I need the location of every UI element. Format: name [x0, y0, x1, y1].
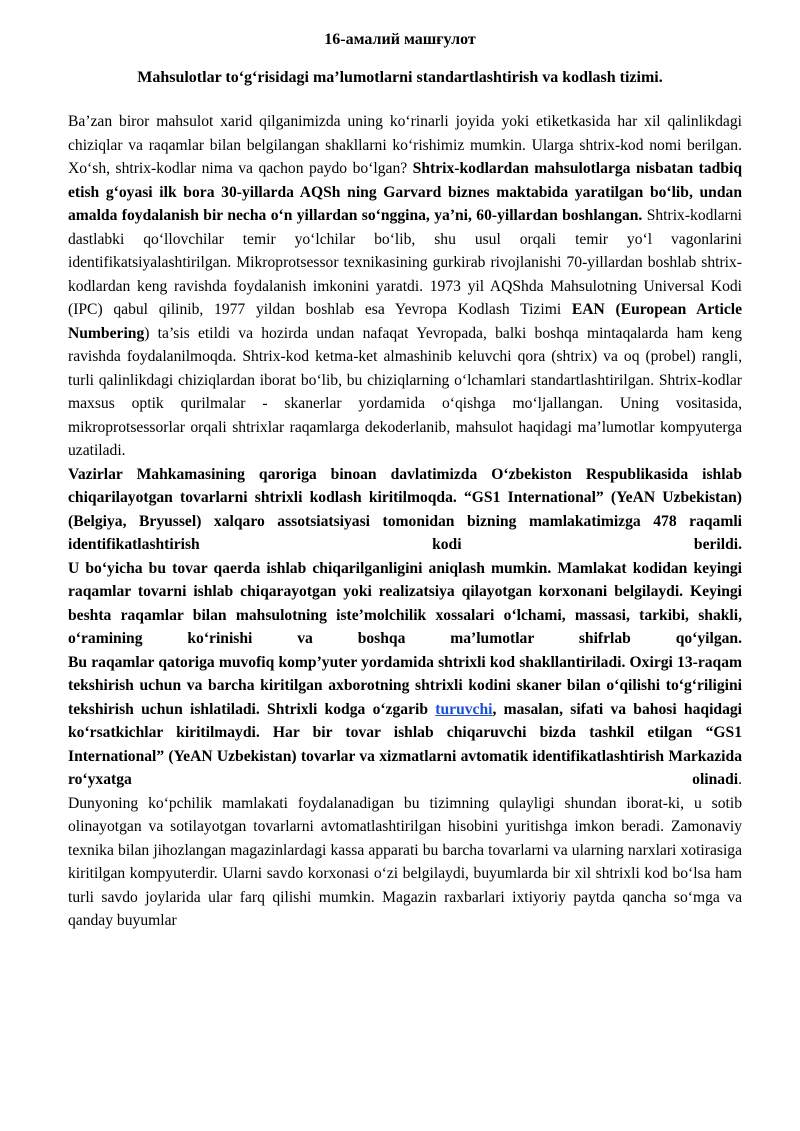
bold-text: EAN (European Article Numbering: [68, 301, 743, 342]
paragraph-country-code: U bo‘yicha bu tovar qaerda ishlab chiqarilganligini aniqlash mumkin. Mamlakat kodidan keyingi raqamlar tovarni ishlab chiqarayotgan yoki realizatsiya qilayotgan korxonani belgilaydi. Keyingi beshta raqamlar bilan mahsulotning iste’molchilik xossalari o‘lchami, massasi, tarkibi, shakli, o‘ramining ko‘rinishi va boshqa ma’lumotlar shifrlab qo‘yilgan.: [68, 559, 742, 647]
paragraph-system-benefits: Dunyoning ko‘pchilik mamlakati foydalanadigan bu tizimning qulayligi shundan iborat-ki, u sotib olinayotgan va sotilayotgan tovarlarni avtomatlashtirilgan hisobini yuritishga imkon beradi. Zamonaviy texnika bilan jihozlangan magazinlardagi kassa apparati bu barcha tovarlarni va ularning narxlari xotirasiga kiritilgan kompyuterdir. Ularni savdo korxonasi o‘zi belgilaydi, buyumlarda bir xil shtrixli kod bo‘lsa ham turli savdo joylarida ular farq qilishi mumkin. Magazin raxbarlari ixtiyoriy paytda qancha so‘mga va qanday buyumlar: [68, 794, 742, 929]
document-body: [68, 110, 742, 933]
page-subtitle: Mahsulotlar to‘g‘risidagi ma’lumotlarni standartlashtirish va kodlash tizimi.: [137, 69, 663, 86]
paragraph-text: Ba’zan biror mahsulot xarid qilganimizda uning ko‘rinarli joyida yoki etiketkasida har xil qalinlikdagi chiziqlar va raqamlar bilan belgilangan shakllarni ko‘rishimiz mumkin. Ularga shtrix-kod nomi berilgan. Xo‘sh, shtrix-kodlar nima va qachon paydo bo‘lgan?: [68, 113, 742, 177]
paragraph-barcode-history: [68, 110, 742, 463]
bold-text: Shtrix-kodlardan mahsulotlarga nisbatan tadbiq etish g‘oyasi ilk bora 30-yillarda AQSh ning Garvard biznes maktabida yaratilgan bo‘lib, undan amalda foydalanish bir necha o‘n yillardan so‘nggina, ya’ni, 60-yillardan boshlangan.: [68, 160, 742, 224]
paragraph-text: Shtrix-kodlarni dastlabki qo‘llovchilar temir yo‘lchilar bo‘lib, shu usul orqali temir yo‘l vagonlarini identifikatsiyalashtirilgan. Mikroprotsessor texnikasining gurkirab rivojlanishi 70-yillardan boshlab shtrix-kodlardan keng ravishda foydalanish imkonini yaratdi. 1973 yil AQShda Mahsulotning Universal Kodi (IPC) qabul qilinib, 1977 yildan boshlab esa Yevropa Kodlash Tizimi: [68, 207, 742, 318]
paragraph-text: , masalan, sifati va bahosi haqidagi ko‘rsatkichlar kiritilmaydi. Har bir tovar ishlab chiqaruvchi bizda tashkil etilgan “GS1 International” (YeAN Uzbekistan) tovarlar va xizmatlarni avtomatik identifikatlashtirish Markazida ro‘yxatga olinadi: [68, 700, 742, 788]
paragraph-text: ) ta’sis etildi va hozirda undan nafaqat Yevropada, balki boshqa mintaqalarda ham keng ravishda foydalanilmoqda. Shtrix-kod ketma-ket almashinib keluvchi qora (shtrix) va oq (probel) rangli, turli qalinlikdagi chiziqlardan iborat bo‘lib, bu chiziqlarning o‘lchamlari standartlashtirilgan. Shtrix-kodlar maxsus optik qurilmalar - skanerlar yordamida o‘qishga mo‘ljallangan. Uning vositasida, mikroprotsessorlar orqali shtrixlar raqamlarga dekoderlanib, mahsulot haqidagi ma’lumotlar kompyuterga uzatiladi.: [68, 324, 742, 459]
paragraph-text: .: [738, 771, 742, 788]
paragraph-check-digit: [68, 651, 742, 792]
paragraph-uzbekistan-coding: Vazirlar Mahkamasining qaroriga binoan davlatimizda O‘zbekiston Respublikasida ishlab chiqarilayotgan tovarlarni shtrixli kodlash kiritilmoqda. “GS1 International” (YeAN Uzbekistan) (Belgiya, Bryussel) xalqaro assotsiatsiyasi tomonidan bizning mamlakatimizga 478 raqamli identifikatlashtirish kodi berildi.: [68, 465, 742, 553]
turuvchi-link[interactable]: turuvchi: [435, 700, 493, 718]
paragraph-text: Bu raqamlar qatoriga muvofiq komp’yuter yordamida shtrixli kod shakllantiriladi. Oxirgi 13-raqam tekshirish uchun va barcha kiritilgan axborotning shtrixli kodini skaner bilan o‘qilishi to‘g‘riligini tekshirish uchun ishlatiladi. Shtrixli kodga o‘zgarib: [68, 653, 742, 718]
page-title: 16-амалий машғулот: [324, 31, 476, 48]
